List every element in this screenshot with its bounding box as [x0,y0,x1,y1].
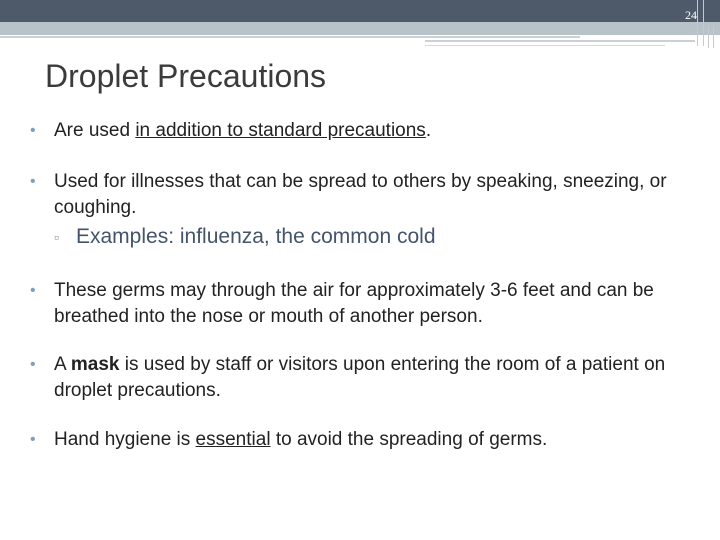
underlined-text: in addition to standard precautions [135,120,426,141]
bullet-text: is used by staff or visitors upon entering the room of a patient on droplet precautions. [54,354,666,401]
slide-title: Droplet Precautions [45,58,327,94]
decorative-line [713,26,714,48]
sub-bullet-text: Examples: influenza, the common cold [76,225,436,248]
header-band [0,22,720,35]
bullet-list [28,118,688,453]
header-rule [0,36,580,38]
bullet-text: Used for illnesses that can be spread to others by speaking, sneezing, or coughing. [54,171,667,218]
sub-bullet-item [54,222,688,252]
decorative-line [703,0,704,46]
bullet-item [28,352,688,404]
decorative-line [708,26,709,48]
header-rule [425,40,695,42]
bullet-text: These germs may through the air for approximately 3-6 feet and can be breathed into the nose or mouth of another person. [54,280,654,327]
bullet-text: Are used [54,120,136,141]
header-bar [0,0,720,22]
square-bullet-icon: ▫ [54,229,59,245]
slide-number: 24 [685,8,697,22]
header-rule [425,45,665,46]
bullet-item [28,169,688,252]
bullet-text: to avoid the spreading of germs. [270,429,548,450]
bold-text: mask [70,354,120,375]
bullet-item [28,427,688,453]
decorative-line [697,0,698,46]
bullet-text: Hand hygiene is [54,429,196,450]
bullet-text: . [425,120,432,141]
underlined-text: essential [195,429,271,450]
bullet-text: A [54,354,71,375]
bullet-item [28,118,688,144]
bullet-item [28,278,688,330]
